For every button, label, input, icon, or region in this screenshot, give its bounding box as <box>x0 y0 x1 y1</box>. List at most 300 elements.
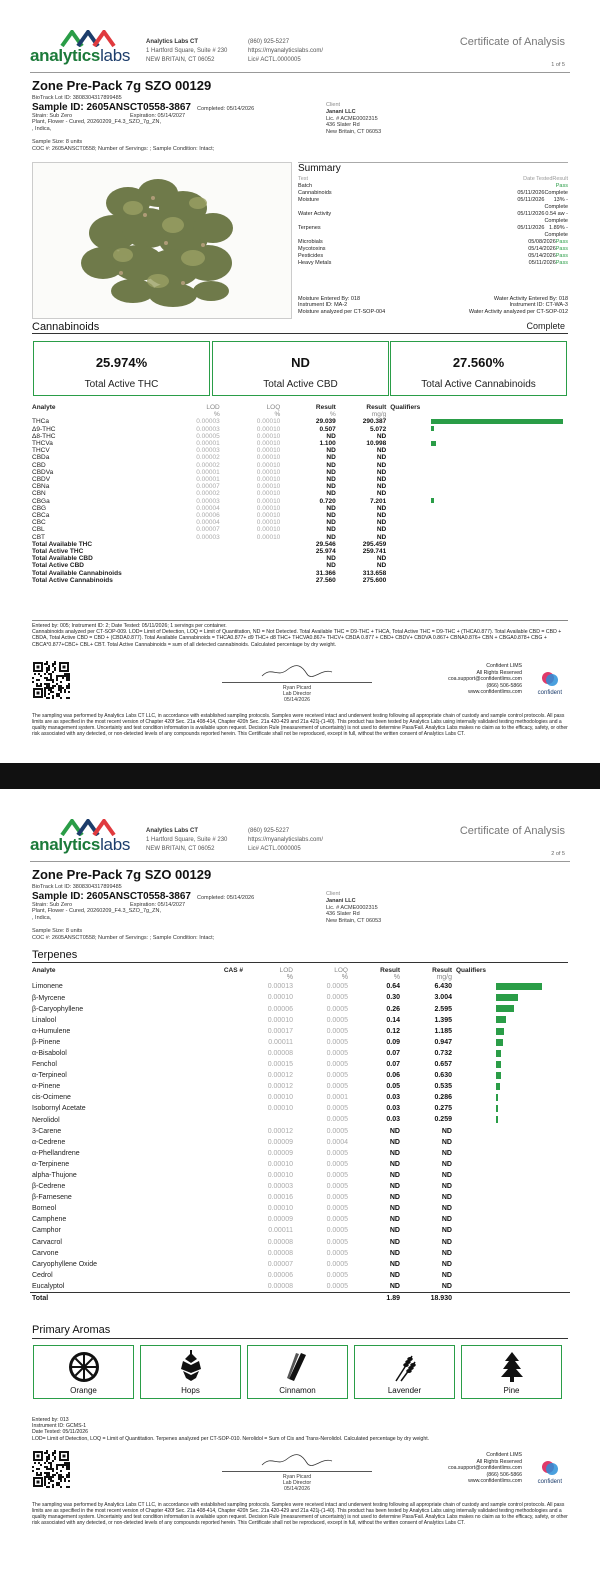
wa-instrument: Instrument ID: CT-WA-3 <box>509 302 568 309</box>
total-pct: 1.89 <box>386 1294 400 1302</box>
loq-value: 0.0005 <box>326 1127 348 1135</box>
result-pct: ND <box>389 1171 400 1179</box>
summary-date: 05/11/2026 <box>517 190 545 196</box>
result-mgg: ND <box>376 476 387 484</box>
table-row <box>30 534 570 541</box>
cinnamon-icon <box>281 1350 315 1384</box>
lod-value: 0.00005 <box>196 432 220 440</box>
client-info <box>326 891 381 925</box>
sign-date: 05/14/2026 <box>284 697 310 703</box>
loq-value: 0.0005 <box>326 1116 348 1124</box>
total-pct: 25.974 <box>315 548 336 556</box>
total-thc-label: Total Active THC <box>84 379 159 390</box>
analyte-name: Limonene <box>32 983 63 991</box>
summary-row <box>298 211 568 225</box>
loq-value: 0.00010 <box>256 476 281 484</box>
notes-date: Date Tested: 05/11/2026 <box>32 1429 89 1436</box>
loq-value: 0.0001 <box>326 1094 348 1102</box>
loq-value: 0.0005 <box>326 1216 348 1224</box>
loq-value: 0.00010 <box>256 526 281 534</box>
result-bar <box>496 1039 503 1046</box>
result-pct: 29.039 <box>315 418 336 426</box>
result-mgg: 5.072 <box>369 425 387 433</box>
lod-value: 0.00003 <box>196 533 220 541</box>
loq-value: 0.0005 <box>326 1083 348 1091</box>
lod-value: 0.00017 <box>267 1027 293 1035</box>
analyte-name: Camphor <box>32 1227 61 1235</box>
table-row <box>30 1281 570 1293</box>
result-mgg: ND <box>441 1238 452 1246</box>
result-mgg: ND <box>441 1149 452 1157</box>
result-pct: ND <box>326 526 336 534</box>
result-pct: ND <box>326 468 336 476</box>
unit-result: % <box>393 974 400 982</box>
result-mgg: ND <box>441 1138 452 1146</box>
result-bar <box>431 419 563 424</box>
analyte-name: CBD <box>32 461 46 469</box>
client-label: Client <box>326 891 341 897</box>
lims-email[interactable]: coa.support@confidentlims.com <box>448 1465 522 1471</box>
lab-website[interactable]: https://myanalyticslabs.com/ <box>248 837 324 843</box>
analyte-name: THCV <box>32 447 50 455</box>
col-loq: LOQ <box>334 967 348 974</box>
summary-result: 1.89% - Complete <box>544 225 568 238</box>
lab-name: Analytics Labs CT <box>146 39 199 45</box>
lims-email[interactable]: coa.support@confidentlims.com <box>448 676 522 682</box>
col-result-mgg: Result <box>432 967 452 974</box>
signature-icon <box>257 664 337 680</box>
table-row <box>30 1048 570 1059</box>
lod-value: 0.00010 <box>267 1171 293 1179</box>
table-row <box>30 454 570 461</box>
loq-value: 0.0005 <box>326 1183 348 1191</box>
lod-value: 0.00001 <box>196 468 220 476</box>
analyte-name: CBDa <box>32 454 50 462</box>
result-mgg: 2.595 <box>434 1005 452 1013</box>
page-number: 2 of 5 <box>551 851 565 857</box>
lod-value: 0.00003 <box>196 497 220 505</box>
result-pct: 0.30 <box>386 994 400 1002</box>
result-pct: ND <box>389 1160 400 1168</box>
result-mgg: ND <box>441 1227 452 1235</box>
terpenes-divider <box>32 962 568 963</box>
product-meta <box>32 95 322 152</box>
col-qualifiers: Qualifiers <box>390 404 421 411</box>
result-bar <box>496 1094 498 1101</box>
result-pct: ND <box>389 1138 400 1146</box>
loq-value: 0.0005 <box>326 1194 348 1202</box>
total-cannabinoids-label: Total Active Cannabinoids <box>421 379 536 390</box>
coa-page-1 <box>0 0 600 763</box>
total-thc-box <box>33 341 210 396</box>
aromas-title: Primary Aromas <box>32 1324 111 1336</box>
analyte-name: β-Farnesene <box>32 1194 72 1202</box>
terpenes-title: Terpenes <box>32 949 78 961</box>
lod-value: 0.00002 <box>196 490 220 498</box>
hops-icon <box>174 1350 208 1384</box>
result-bar <box>496 1116 498 1123</box>
loq-value: 0.00010 <box>256 504 281 512</box>
page-separator <box>0 763 600 789</box>
summary-row <box>298 197 568 211</box>
coc-info: COC #: 2605ANSCT0558; Number of Servings: ; Sample Condition: Intact; <box>32 145 215 152</box>
signature-block <box>222 664 372 703</box>
summary-test: Batch <box>298 183 313 189</box>
lod-value: 0.00007 <box>267 1260 293 1268</box>
strain: Strain: Sub Zero <box>32 112 73 119</box>
analyte-name: CBDVa <box>32 468 54 476</box>
summary-result: 0.54 aw - Complete <box>544 211 568 224</box>
analyte-name: CBT <box>32 533 45 541</box>
result-pct: ND <box>389 1194 400 1202</box>
table-row <box>30 483 570 490</box>
summary-test: Microbials <box>298 239 323 245</box>
result-mgg: ND <box>376 432 387 440</box>
wa-sop: Water Activity analyzed per CT-SOP-012 <box>468 309 568 316</box>
analyte-name: Fenchol <box>32 1061 57 1069</box>
notes-method: Cannabinoids analyzed per CT-SOP-009. LOD= Limit of Detection, LOQ = Limit of Quantitation, ND = Not Detected. Total Available THC = D9-THC + THCA, Total Active THC = D9-THC + (THCA0.877). Total Available CBD = CBD + CBDA, Total Active CBD = CBD + (CBDA0.877). Total Available Cannabinoids = THCA0.877+ d9 THC+ d8 THC+ THCVA0.867+ THCV+ CBDA 0.877 + CBD+ CBDV+ CBDVA 0.867+ CBNA0.876+ CBN + CBGA0.878+ CBG + CBCA*0.877+CBC+ CBL+ CBT. Total Active Cannabinoids = sum of all detected cannabinoids. Calculated percentage by dry weight. <box>32 629 562 648</box>
col-result-mgg: Result <box>366 404 387 411</box>
table-row <box>30 981 570 992</box>
loq-value: 0.00010 <box>256 533 281 541</box>
summary-test: Mycotoxins <box>298 246 326 252</box>
unit-loq: % <box>341 974 348 982</box>
aroma-hops <box>140 1345 241 1399</box>
product-type: Plant, Flower - Cured, 20260209_F4.3_SZO_7g_ZN, <box>32 908 162 914</box>
table-row <box>30 1225 570 1236</box>
result-mgg: ND <box>441 1282 452 1290</box>
analyte-name: 3-Carene <box>32 1127 62 1135</box>
moisture-sop: Moisture analyzed per CT-SOP-004 <box>298 309 386 316</box>
analyte-name: α-Bisabolol <box>32 1049 67 1057</box>
lod-value: 0.00009 <box>267 1149 293 1157</box>
notes-method: LOD= Limit of Detection, LOQ = Limit of Quantitation. Terpenes analyzed per CT-SOP-010. Nerolidol = Sum of Cis and Trans-Nerolidol. Calculated percentage by dry weight. <box>32 1435 430 1442</box>
lod-value: 0.00004 <box>196 504 220 512</box>
qr-code[interactable] <box>32 661 70 699</box>
product-type: Plant, Flower - Cured, 20260209_F4.3_SZO_7g_ZN, <box>32 119 162 125</box>
page-number: 1 of 5 <box>551 62 565 68</box>
client-license: Lic. # ACME0002315 <box>326 904 378 911</box>
doc-title: Certificate of Analysis <box>459 825 565 837</box>
table-row <box>30 1004 570 1015</box>
confident-logo-icon <box>541 1459 559 1477</box>
lod-value: 0.00010 <box>267 994 293 1002</box>
loq-value: 0.00010 <box>256 425 281 433</box>
notes-entered: Entered by: 005; Instrument ID: 2; Date Tested: 05/11/2026; 1 servings per container. <box>32 623 227 629</box>
confident-text: confident <box>537 1479 562 1485</box>
loq-value: 0.0005 <box>326 1049 348 1057</box>
table-row <box>30 1237 570 1248</box>
qr-code[interactable] <box>32 1450 70 1488</box>
completed-date: Completed: 05/14/2026 <box>196 105 255 112</box>
coa-page-2 <box>0 789 600 1569</box>
table-row <box>30 447 570 454</box>
result-mgg: 0.259 <box>434 1116 452 1124</box>
unit-lod: % <box>213 411 220 419</box>
lod-value: 0.00009 <box>267 1138 293 1146</box>
result-mgg: ND <box>441 1127 452 1135</box>
col-qualifiers: Qualifiers <box>456 967 486 974</box>
qr-code-icon <box>32 661 70 699</box>
summary-row <box>298 246 568 253</box>
table-row <box>30 490 570 497</box>
moisture-instrument: Instrument ID: MA-2 <box>298 302 348 309</box>
lod-value: 0.00002 <box>196 461 220 469</box>
analyte-name: cis-Ocimene <box>32 1094 71 1102</box>
loq-value: 0.0005 <box>326 1038 348 1046</box>
total-thc-value: 25.974% <box>95 355 148 370</box>
notes-instrument: Instrument ID: GCMS-1 <box>32 1423 87 1430</box>
summary-test: Cannabinoids <box>298 190 332 196</box>
loq-value: 0.0005 <box>326 983 348 991</box>
analyte-name: α-Terpineol <box>32 1072 67 1080</box>
analyte-name: THCVa <box>32 440 53 448</box>
table-row <box>30 1059 570 1070</box>
summary-footer <box>298 290 568 316</box>
total-name: Total Available THC <box>32 540 93 548</box>
result-pct: 0.03 <box>386 1094 400 1102</box>
table-row <box>30 1214 570 1225</box>
summary-header <box>298 176 568 183</box>
analyte-name: CBG <box>32 504 47 512</box>
result-pct: ND <box>326 476 336 484</box>
table-row <box>30 1026 570 1037</box>
result-bar <box>496 1016 506 1023</box>
table-row <box>30 1037 570 1048</box>
table-row <box>30 512 570 519</box>
lab-logo <box>30 819 140 855</box>
unit-lod: % <box>286 974 293 982</box>
lod-value: 0.00003 <box>196 418 220 426</box>
loq-value: 0.0005 <box>326 1072 348 1080</box>
table-row <box>30 498 570 505</box>
lod-value: 0.00006 <box>267 1271 293 1279</box>
analyte-name: Eucalyptol <box>32 1282 65 1290</box>
cannabinoids-table <box>30 404 570 584</box>
result-bar <box>431 498 434 503</box>
lod-value: 0.00010 <box>267 1205 293 1213</box>
loq-value: 0.0005 <box>326 1061 348 1068</box>
completed-date: Completed: 05/14/2026 <box>196 894 255 901</box>
aroma-label: Orange <box>70 1386 97 1395</box>
total-row <box>30 548 570 555</box>
lod-value: 0.00002 <box>196 454 220 462</box>
lims-phone: (866) 506-5866 <box>486 682 522 689</box>
header-divider <box>30 861 570 862</box>
lab-website[interactable]: https://myanalyticslabs.com/ <box>248 48 324 54</box>
lod-value: 0.00001 <box>196 440 220 448</box>
lims-site[interactable]: www.confidentlims.com <box>468 1478 522 1484</box>
client-address1: 436 Slater Rd <box>326 911 360 918</box>
summary-test: Water Activity <box>298 211 332 217</box>
result-bar <box>496 1028 504 1035</box>
result-mgg: 0.630 <box>434 1072 452 1080</box>
cannabinoids-title: Cannabinoids <box>32 321 100 333</box>
product-meta <box>32 884 322 941</box>
total-cbd-label: Total Active CBD <box>263 379 338 390</box>
summary-test: Terpenes <box>298 225 321 231</box>
result-mgg: 0.657 <box>434 1061 452 1068</box>
result-mgg: 0.732 <box>434 1049 452 1057</box>
result-pct: ND <box>326 519 336 527</box>
summary-date: 05/11/2026 <box>517 225 545 231</box>
lod-value: 0.00003 <box>196 425 220 433</box>
loq-value: 0.00010 <box>256 519 281 527</box>
lims-phone: (866) 506-5866 <box>486 1471 522 1478</box>
unit-result: % <box>330 411 336 419</box>
summary-row <box>298 239 568 246</box>
sample-id: Sample ID: 2605ANSCT0558-3867 <box>32 101 191 113</box>
lab-info <box>146 38 227 65</box>
lab-info <box>146 827 227 854</box>
summary-row <box>298 183 568 190</box>
terp-units-row <box>30 974 570 981</box>
result-mgg: ND <box>376 454 387 462</box>
summary-rows <box>298 183 568 267</box>
loq-value: 0.0005 <box>326 1149 348 1157</box>
biotrack-id: BioTrack Lot ID: 3808304317899485 <box>32 95 122 101</box>
lab-contact <box>248 38 323 65</box>
loq-value: 0.0004 <box>326 1138 348 1146</box>
result-pct: 0.03 <box>386 1116 400 1124</box>
analyte-name: Cedrol <box>32 1271 53 1279</box>
total-pct: 29.546 <box>315 540 336 548</box>
loq-value: 0.0005 <box>326 1027 348 1035</box>
table-row <box>30 433 570 440</box>
expiration-date: Expiration: 05/14/2027 <box>130 901 186 908</box>
loq-value: 0.0005 <box>326 1238 348 1246</box>
result-bar <box>431 441 436 446</box>
analyte-name: α-Phellandrene <box>32 1149 80 1157</box>
result-pct: 0.05 <box>386 1083 400 1091</box>
col-analyte: Analyte <box>32 404 56 411</box>
summary-panel <box>298 162 568 318</box>
notes-divider <box>32 620 568 621</box>
result-pct: ND <box>326 512 336 520</box>
col-loq: LOQ <box>266 404 281 411</box>
result-pct: 0.14 <box>386 1016 400 1024</box>
client-license: Lic. # ACME0002315 <box>326 115 378 122</box>
analyte-name: Camphene <box>32 1216 67 1224</box>
loq-value: 0.00010 <box>256 440 281 448</box>
wa-entered-by: Water Activity Entered By: 018 <box>493 295 568 302</box>
lod-value <box>245 1115 295 1126</box>
client-address1: 436 Slater Rd <box>326 122 360 129</box>
lims-site[interactable]: www.confidentlims.com <box>468 689 522 695</box>
signer-name: Ryan Picard <box>282 1474 312 1480</box>
result-bar <box>496 994 518 1001</box>
analyte-name: β-Pinene <box>32 1038 61 1046</box>
table-row <box>30 462 570 469</box>
result-pct: ND <box>389 1205 400 1213</box>
lab-phone: (860) 925-5227 <box>248 828 290 834</box>
aromas-divider <box>32 1338 568 1339</box>
total-mgg: ND <box>376 562 387 570</box>
result-pct: 1.100 <box>319 440 336 448</box>
total-pct: ND <box>326 555 336 563</box>
col-lod: LOD <box>206 404 220 411</box>
logo-text: analyticslabs <box>30 835 131 854</box>
table-row <box>30 1259 570 1270</box>
result-mgg: ND <box>376 490 387 498</box>
result-pct: ND <box>389 1127 400 1135</box>
summary-row <box>298 253 568 260</box>
lims-name: Confident LIMS <box>486 1452 522 1458</box>
col-cas: CAS # <box>223 967 243 974</box>
notes-entered: Entered by: 013 <box>32 1417 69 1423</box>
table-row <box>30 1092 570 1103</box>
sample-size: Sample Size: 8 units <box>32 928 83 934</box>
analyte-name: Borneol <box>32 1205 57 1213</box>
sample-id: Sample ID: 2605ANSCT0558-3867 <box>32 890 191 902</box>
total-name: Total Active THC <box>32 548 84 556</box>
total-name: Total Available CBD <box>32 555 93 563</box>
summary-result: Pass <box>555 246 568 252</box>
summary-result: Pass <box>555 183 568 189</box>
loq-value: 0.00010 <box>256 454 281 462</box>
loq-value: 0.00010 <box>256 418 281 426</box>
total-mgg: ND <box>376 555 387 563</box>
lab-address1: 1 Hartford Square, Suite # 230 <box>146 48 228 54</box>
sample-size: Sample Size: 8 units <box>32 139 83 145</box>
total-mgg: 259.741 <box>362 548 387 556</box>
unit-result2: mg/g <box>436 974 452 982</box>
lod-value: 0.00016 <box>267 1194 293 1202</box>
analyte-name: CBGa <box>32 497 50 505</box>
strain: Strain: Sub Zero <box>32 901 73 908</box>
loq-value: 0.00010 <box>256 447 281 455</box>
result-pct: ND <box>326 432 336 440</box>
summary-test: Pesticides <box>298 253 324 259</box>
disclaimer: The sampling was performed by Analytics Labs CT LLC, in accordance with established sampling protocols. Samples were received intact and underwent testing following all appropriate chain of custody and sample control protocols. All pass limits are as specified in the most recent version of Chapter 420f Sec. 21a 408-414, Chapter 420h Sec. 21a 420-429 and 21a 421j-(1-40). This product has been tested by Analytics Labs using internally validated testing methodologies and a quality management system. Uncertainty and test condition information is available upon request. Decision Rule (measurement of uncertainty) is not used to determine Pass/Fail. Analytics Labs makes no claim as to the efficacy, safety, or other risk associated with any detected, or non-detected levels of any compounds reported herein. This Certificate shall not be reproduced, except in full, without the written consent of Analytics Labs CT. <box>32 1502 568 1526</box>
analyte-name: THCa <box>32 418 49 426</box>
lod-value: 0.00013 <box>267 983 293 991</box>
lab-license: Lic# ACTL.0000005 <box>248 846 301 852</box>
summary-row <box>298 225 568 239</box>
total-name: Total <box>32 1295 49 1303</box>
analyte-name: Isobornyl Acetate <box>32 1105 86 1113</box>
analyte-name: β-Caryophyllene <box>32 1005 84 1013</box>
result-mgg: 0.275 <box>434 1105 452 1113</box>
lod-value: 0.00010 <box>267 1016 293 1024</box>
analyte-name: CBNa <box>32 483 50 491</box>
table-row <box>30 1148 570 1159</box>
result-pct: ND <box>389 1249 400 1257</box>
lims-info <box>448 1452 522 1485</box>
result-mgg: ND <box>441 1194 452 1202</box>
result-pct: ND <box>326 533 336 541</box>
lab-address1: 1 Hartford Square, Suite # 230 <box>146 837 228 843</box>
lims-info <box>448 663 522 696</box>
lod-value: 0.00010 <box>267 1160 293 1168</box>
loq-value: 0.00010 <box>256 490 281 498</box>
result-mgg: ND <box>376 461 387 469</box>
result-mgg: ND <box>441 1260 452 1268</box>
result-bar <box>496 1083 500 1090</box>
lod-value: 0.00008 <box>267 1249 293 1257</box>
analyte-name: Nerolidol <box>32 1116 60 1124</box>
client-info <box>326 102 381 136</box>
confident-text: confident <box>537 690 562 696</box>
product-indica: , Indica, <box>32 125 52 132</box>
col-bar <box>494 967 570 974</box>
total-row <box>30 577 570 584</box>
result-pct: ND <box>389 1216 400 1224</box>
loq-value: 0.00010 <box>256 483 281 491</box>
qr-code-icon <box>32 1450 70 1488</box>
table-row <box>30 1103 570 1114</box>
analyte-name: CBC <box>32 519 46 527</box>
